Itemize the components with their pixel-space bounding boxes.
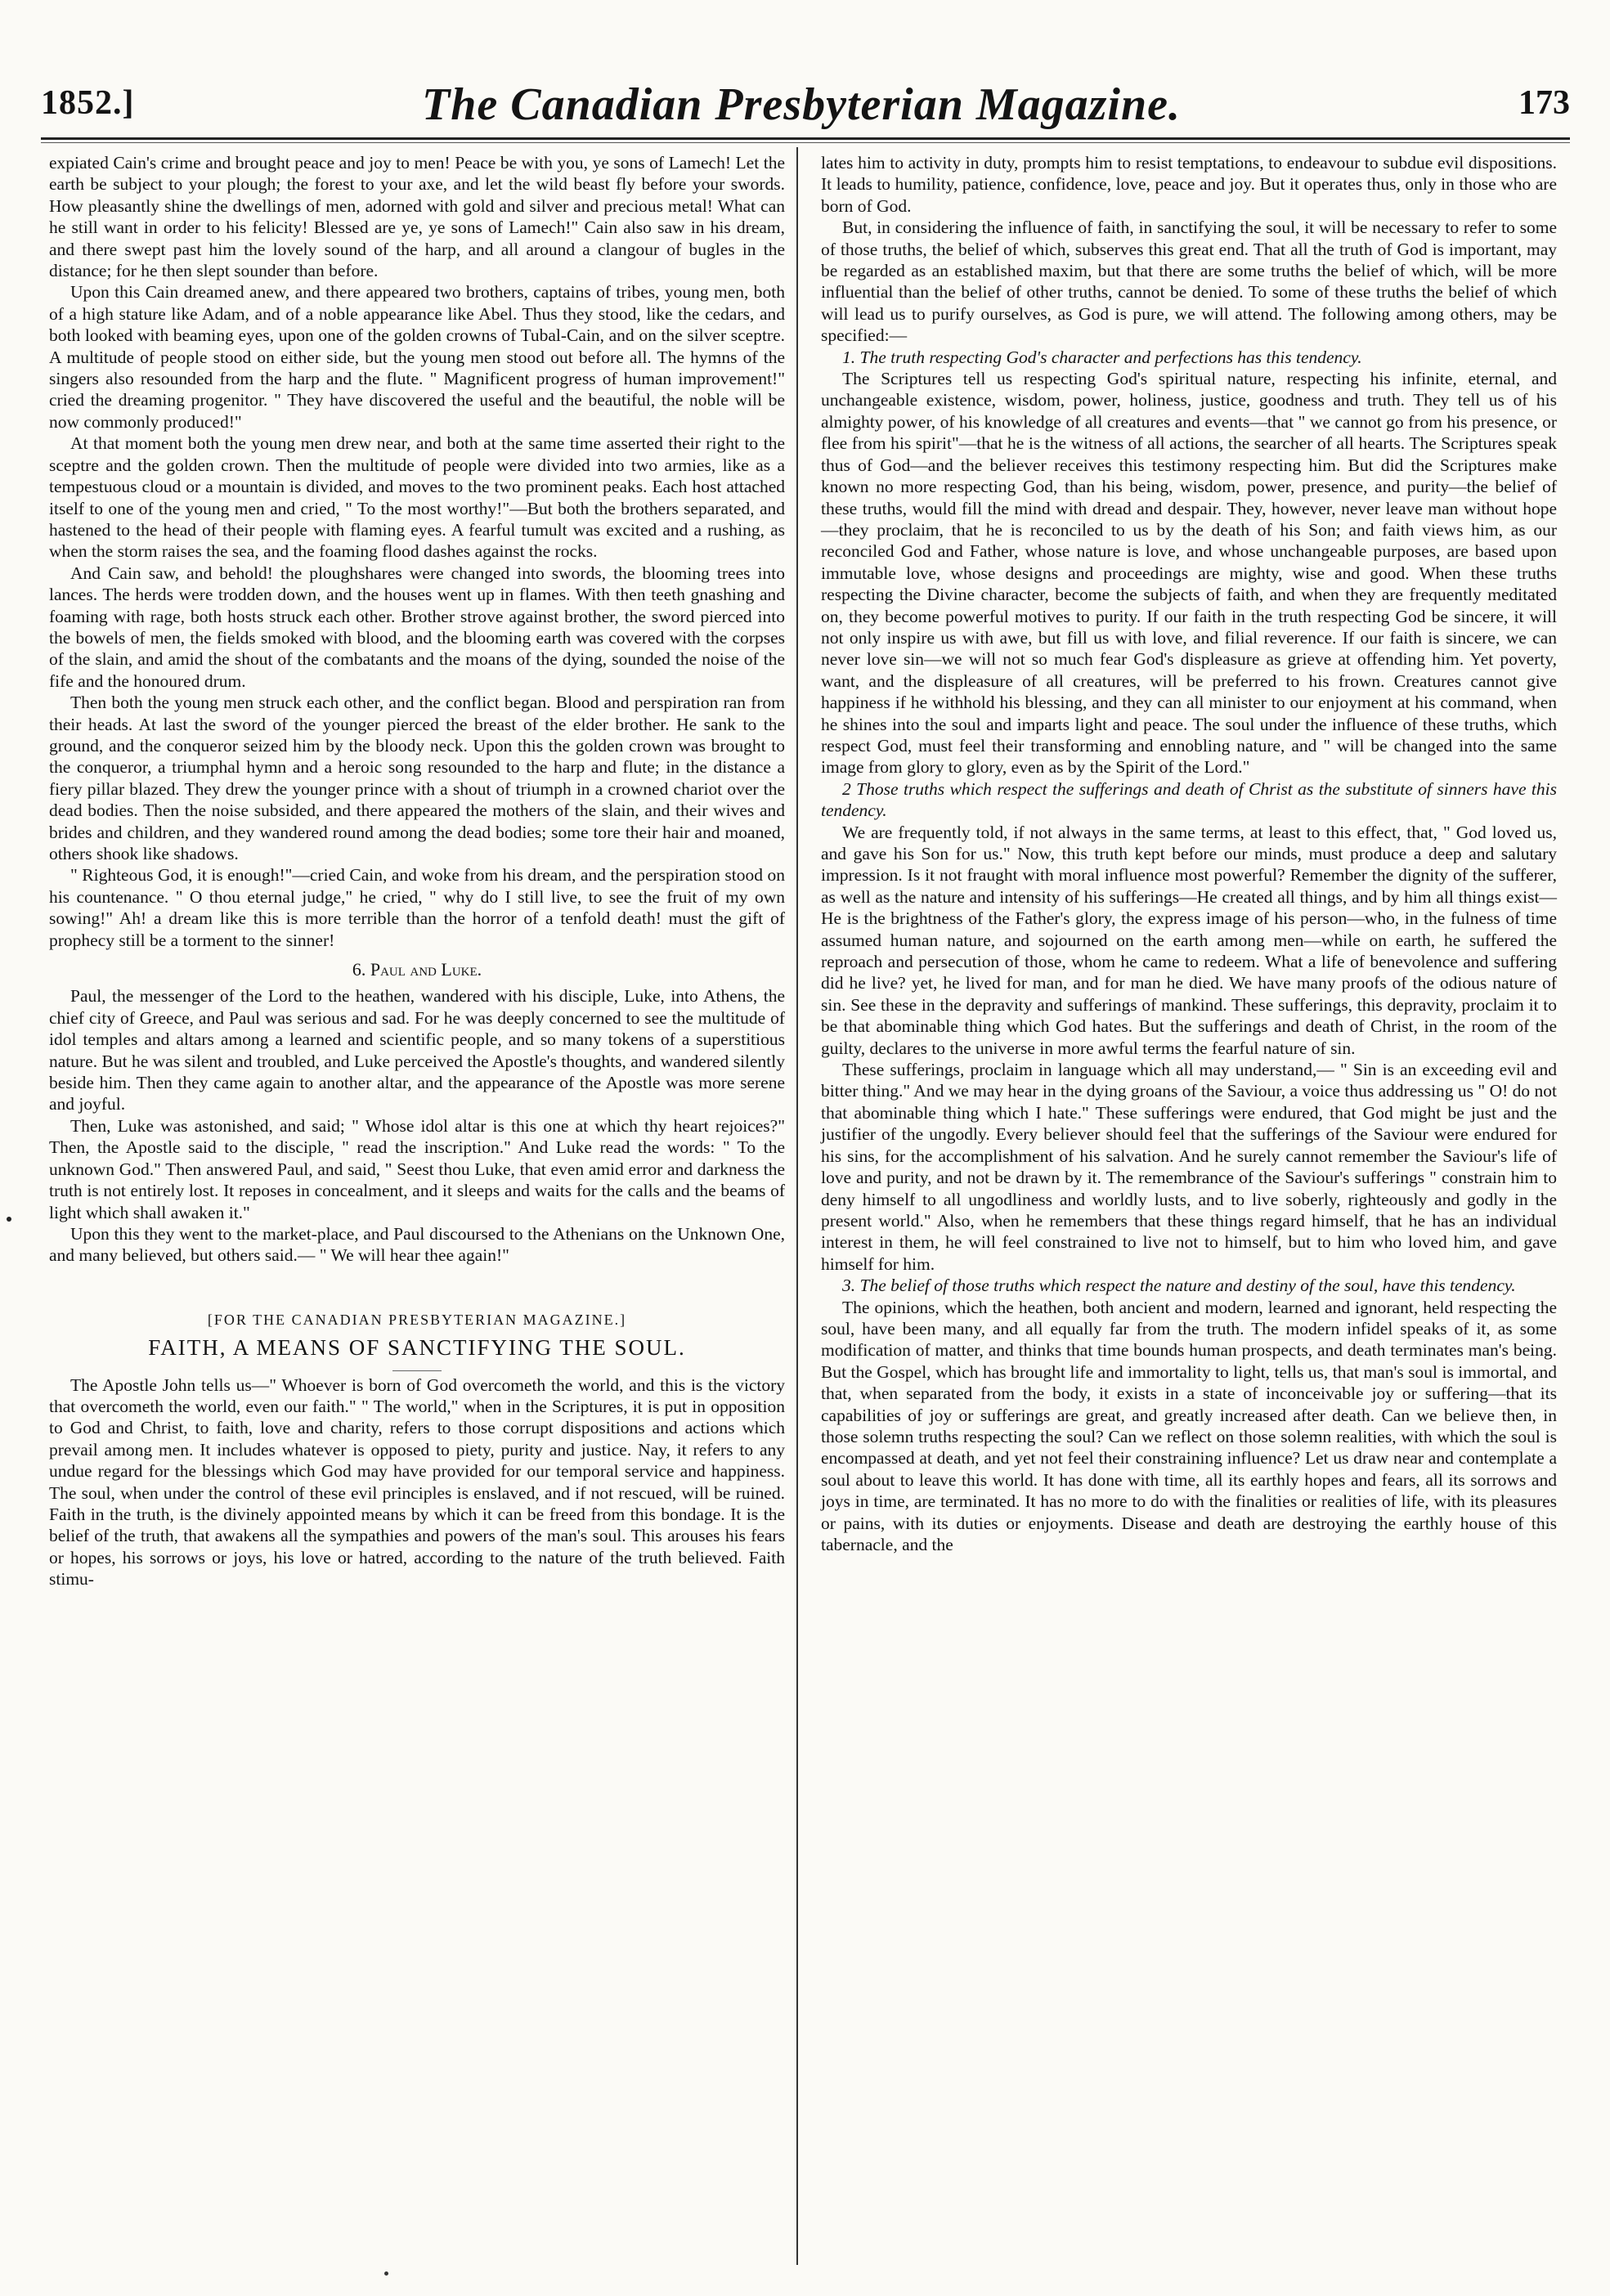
paragraph: The Apostle John tells us—" Whoever is born of God overcometh the world, and this is the victory that overcometh the world, even our faith." " The world," when in the Scriptures, it is put in opposition to God and Christ, to faith, love and charity, refers to those corrupt dispositions and actions which prevail among men. It includes whatever is opposed to piety, purity and justice. Nay, it refers to any undue regard for the blessings which God may have provided for our temporal service and happiness. The soul, when under the control of these evil principles is enslaved, and if not rescued, will be ruined. Faith in the truth, is the divinely appointed means by which it can be freed from this bondage. It is the belief of the truth, that awakens all the sympathies and powers of the man's soul. This arouses his fears or hopes, his sorrows or joys, his love or hatred, according to the nature of the truth believed. Faith stimu- xyxy=(49,1374,785,1590)
header-year: 1852.] xyxy=(41,84,135,122)
paragraph: At that moment both the young men drew near, and both at the same time asserted their right to the sceptre and the golden crown. Then the multitude of people were divided into two armies, like as a tempestuous cloud or a mountain is divided, and moves to the two prominent peaks. Each host attached itself to one of the young men and cried, " To the most worthy!"—But both the brothers separated, and hastened to the head of their people with flaming eyes. A fearful tumult was excited and a rushing, as when the storm raises the sea, and the foaming flood dashes against the rocks. xyxy=(49,433,785,562)
subsection-heading: 1. The truth respecting God's character and perfections has this tendency. xyxy=(842,347,1362,367)
header-rule-thin xyxy=(41,142,1570,143)
page-header xyxy=(41,78,1570,144)
paragraph: " Righteous God, it is enough!"—cried Cain, and woke from his dream, and the perspiration stood on his countenance. " O thou eternal judge," he cried, " why do I still live, to see the fruit of my own sowing!" Ah! a dream like this is more terrible than the horror of a tenfold death! must the gift of prophecy still be a torment to the sinner! xyxy=(49,865,785,950)
left-column xyxy=(49,152,785,1590)
right-column xyxy=(821,152,1557,1555)
paragraph: But, in considering the influence of faith, in sanctifying the soul, it will be necessary to refer to some of those truths, the belief of which, subserves this great end. That all the truth of God is important, may be regarded as an established maxim, but that there are some truths the belief of which, will be more influential than the belief of other truths, cannot be denied. To some of these truths the belief of which will lead us to purify ourselves, as God is pure, we will attend. The following among others, may be specified:— xyxy=(821,217,1557,346)
paragraph: Upon this Cain dreamed anew, and there appeared two brothers, captains of tribes, young men, both of a high stature like Adam, and of a noble appearance like Abel. Thus they stood, like the cedars, and both looked with beaming eyes, upon one of the golden crowns of Tubal-Cain, and on the silver sceptre. A multitude of people stood on either side, but the young men stood out before all. The hymns of the singers also resounded from the harp and the flute. " Magnificent progress of human improvement!" cried the dreaming progenitor. " They have discovered the useful and the beautiful, the noble will be now commonly produced!" xyxy=(49,282,785,432)
paragraph: The opinions, which the heathen, both ancient and modern, learned and ignorant, held respecting the soul, have been many, and all equally far from the truth. The modern infidel speaks of it, as some modification of matter, and thinks that time bounds human prospects, and death terminates man's being. But the Gospel, which has brought life and immortality to light, tells us, that man's soul is immortal, and that, when separated from the body, it exists in a state of inconceivable joy or suffering—that its capabilities of joy or sufferings are great, and greatly increased after death. Can we believe then, in those solemn truths respecting the soul? Can we reflect on those solemn realities, with which the soul is encompassed at death, and yet not feel their constraining influence? Let us draw near and contemplate a soul about to leave this world. It has done with time, all its earthly hopes and fears, all its sorrows and joys in time, are terminated. It has no more to do with the finalities or realities of life, with its pleasures or pains, with its duties or enjoyments. Disease and death are destroying the earthly house of this tabernacle, and the xyxy=(821,1297,1557,1554)
spacer xyxy=(49,1267,785,1296)
margin-mark xyxy=(7,1217,11,1222)
section-heading: 6. Paul and Luke. xyxy=(352,959,482,980)
paragraph: expiated Cain's crime and brought peace and joy to men! Peace be with you, ye sons of Lamech! Let the earth be subject to your plough; the forest to your axe, and let the wild beast fly before your swords. How pleasantly shine the dwellings of men, adorned with gold and silver and precious metal! What can he still want in order to his felicity! Blessed are ye, ye sons of Lamech!" Cain also saw in his dream, and there swept past him the lovely sound of the harp, and all around a clangour of bugles in the distance; for he then slept sounder than before. xyxy=(49,153,785,281)
article-title: FAITH, A MEANS OF SANCTIFYING THE SOUL. xyxy=(148,1335,686,1361)
paragraph: Then both the young men struck each other, and the conflict began. Blood and perspiration ran from their heads. At last the sword of the younger pierced the breast of the elder brother. He sank to the ground, and the conqueror seized him by the bloody neck. Upon this the golden crown was brought to the conqueror, a triumphal hymn and a heroic song resounded to the harp and flute; in the distance a fiery pillar blazed. They drew the younger prince with a shout of triumph in a crowned chariot over the dead bodies. Then the noise subsided, and there appeared the mothers of the slain, and their wives and brides and children, and they wandered round among the dead bodies; some tore their hair and moaned, others shook like shadows. xyxy=(49,693,785,863)
paragraph: Paul, the messenger of the Lord to the heathen, wandered with his disciple, Luke, into Athens, the chief city of Greece, and Paul was serious and sad. For he was deeply concerned to see the multitude of idol temples and altars among a learned and scientific people, and so many tokens of a superstitious nature. But he was silent and troubled, and Luke perceived the Apostle's thoughts, and wandered silently beside him. Then they came again to another altar, and the appearance of the Apostle was more serene and joyful. xyxy=(49,986,785,1114)
paragraph: And Cain saw, and behold! the ploughshares were changed into swords, the blooming trees into lances. The herds were trodden down, and the houses went up in flames. With then teeth gnashing and foaming with rage, both hosts struck each other. Brother strove against brother, the sword pierced into the bowels of men, the fields smoked with blood, and the blooming earth was covered with the corpses of the slain, and amid the shout of the combatants and the moans of the dying, sounded the noise of the fife and the honoured drum. xyxy=(49,563,785,691)
header-title: The Canadian Presbyterian Magazine. xyxy=(422,79,1181,130)
paragraph: lates him to activity in duty, prompts him to resist temptations, to endeavour to subdue evil dispositions. It leads to humility, patience, confidence, love, peace and joy. But it operates thus, only in those who are born of God. xyxy=(821,153,1557,216)
header-page-number: 173 xyxy=(1518,84,1570,122)
paragraph: We are frequently told, if not always in the same terms, at least to this effect, that, " God loved us, and gave his Son for us." Now, this truth kept before our minds, must produce a deep and salutary impression. Is it not fraught with moral influence most powerful? Remember the dignity of the sufferer, as well as the nature and intensity of his sufferings—He created all things, and by him all things exist—He is the brightness of the Father's glory, the express image of his person—who, in the fulness of time assumed human nature, and sojourned on the earth among men—while on earth, he suffered the reproach and persecution of those, whom he came to redeem. What a life of benevolence and suffering did he live? yet, he lived for man, and for man he died. We have many proofs of the odious nature of sin. See these in the depravity and sufferings of mankind. These sufferings, this depravity, proclaim it to be that abominable thing which God hates. But the sufferings and death of Christ, in the room of the guilty, declares to the universe in more awful terms the fearful nature of sin. xyxy=(821,822,1557,1058)
article-source-line: [FOR THE CANADIAN PRESBYTERIAN MAGAZINE.] xyxy=(207,1311,627,1328)
paragraph: Upon this they went to the market-place, and Paul discoursed to the Athenians on the Unknown One, and many believed, but others said.— " We will hear thee again!" xyxy=(49,1223,785,1266)
column-divider xyxy=(796,147,798,2265)
subsection-heading: 3. The belief of those truths which respect the nature and destiny of the soul, have this tendency. xyxy=(842,1276,1516,1296)
paragraph: These sufferings, proclaim in language which all may understand,— " Sin is an exceeding evil and bitter thing." And we may hear in the dying groans of the Saviour, a voice thus addressing us " O! do not that abominable thing which I hate." These sufferings were endured, that God might be just and the justifier of the ungodly. Every believer should feel that the sufferings of the Saviour were endured for his sins, for the accomplishment of his salvation. And he surely cannot remember the Saviour's life of love and purity, and not be drawn by it. The remembrance of the Saviour's sufferings " constrain him to deny himself to all ungodliness and worldly lusts, and to live soberly, righteously and godly in the present world." Also, when he remembers that these things regard himself, that he has an individual interest in them, he will feel constrained to live not to himself, but to him who loved him, and gave himself for him. xyxy=(821,1060,1557,1274)
footer-mark xyxy=(384,2271,388,2276)
subsection-heading: 2 Those truths which respect the sufferings and death of Christ as the substitute of sinners have this tendency. xyxy=(821,778,1557,821)
title-rule xyxy=(392,1370,442,1371)
paragraph: The Scriptures tell us respecting God's spiritual nature, respecting his infinite, eternal, and unchangeable existence, wisdom, power, holiness, justice, goodness and truth. They tell us of his almighty power, of his knowledge of all creatures and events—that " we cannot go from his presence, or flee from his spirit"—that he is the witness of all actions, the searcher of all hearts. The Scriptures speak thus of God—and the believer receives this testimony respecting him. But did the Scriptures make known no more respecting God, than his being, wisdom, power, presence, and purity—the belief of these truths, would fill the mind with dread and despair. They, however, never leave man without hope—they proclaim, that he is reconciled to us by the death of his Son; and faith views him, as our reconciled God and Father, whose nature is love, and whose unchangeable purposes, are based upon immutable love, whose designs and proceedings are mighty, wise and good. When these truths respecting the Divine character, become the subjects of faith, and when they are frequently meditated on, they become powerful motives to purity. If our faith in the truth respecting God be sincere, it will not only inspire us with awe, but fill us with love, and filial reverence. If our faith is sincere, we can never love sin—we will not so much fear God's displeasure as grieve at offending him. Yet poverty, want, and the displeasure of all creatures, will be preferred to his frown. Creatures cannot give happiness if he withhold his blessing, and they can all minister to our enjoyment at his command, when he shines into the soul and imparts light and peace. The soul under the influence of these truths, which respect God, must feel their transforming and ennobling nature, and " will be changed into the same image from glory to glory, even as by the Spirit of the Lord." xyxy=(821,369,1557,778)
paragraph: Then, Luke was astonished, and said; " Whose idol altar is this one at which thy heart rejoices?" Then, the Apostle said to the disciple, " read the inscription." And Luke read the words: " To the unknown God." Then answered Paul, and said, " Seest thou Luke, that even amid error and darkness the truth is not entirely lost. It reposes in concealment, and it sleeps and waits for the calls and the beams of light which shall awaken it." xyxy=(49,1115,785,1222)
header-rule xyxy=(41,137,1570,140)
